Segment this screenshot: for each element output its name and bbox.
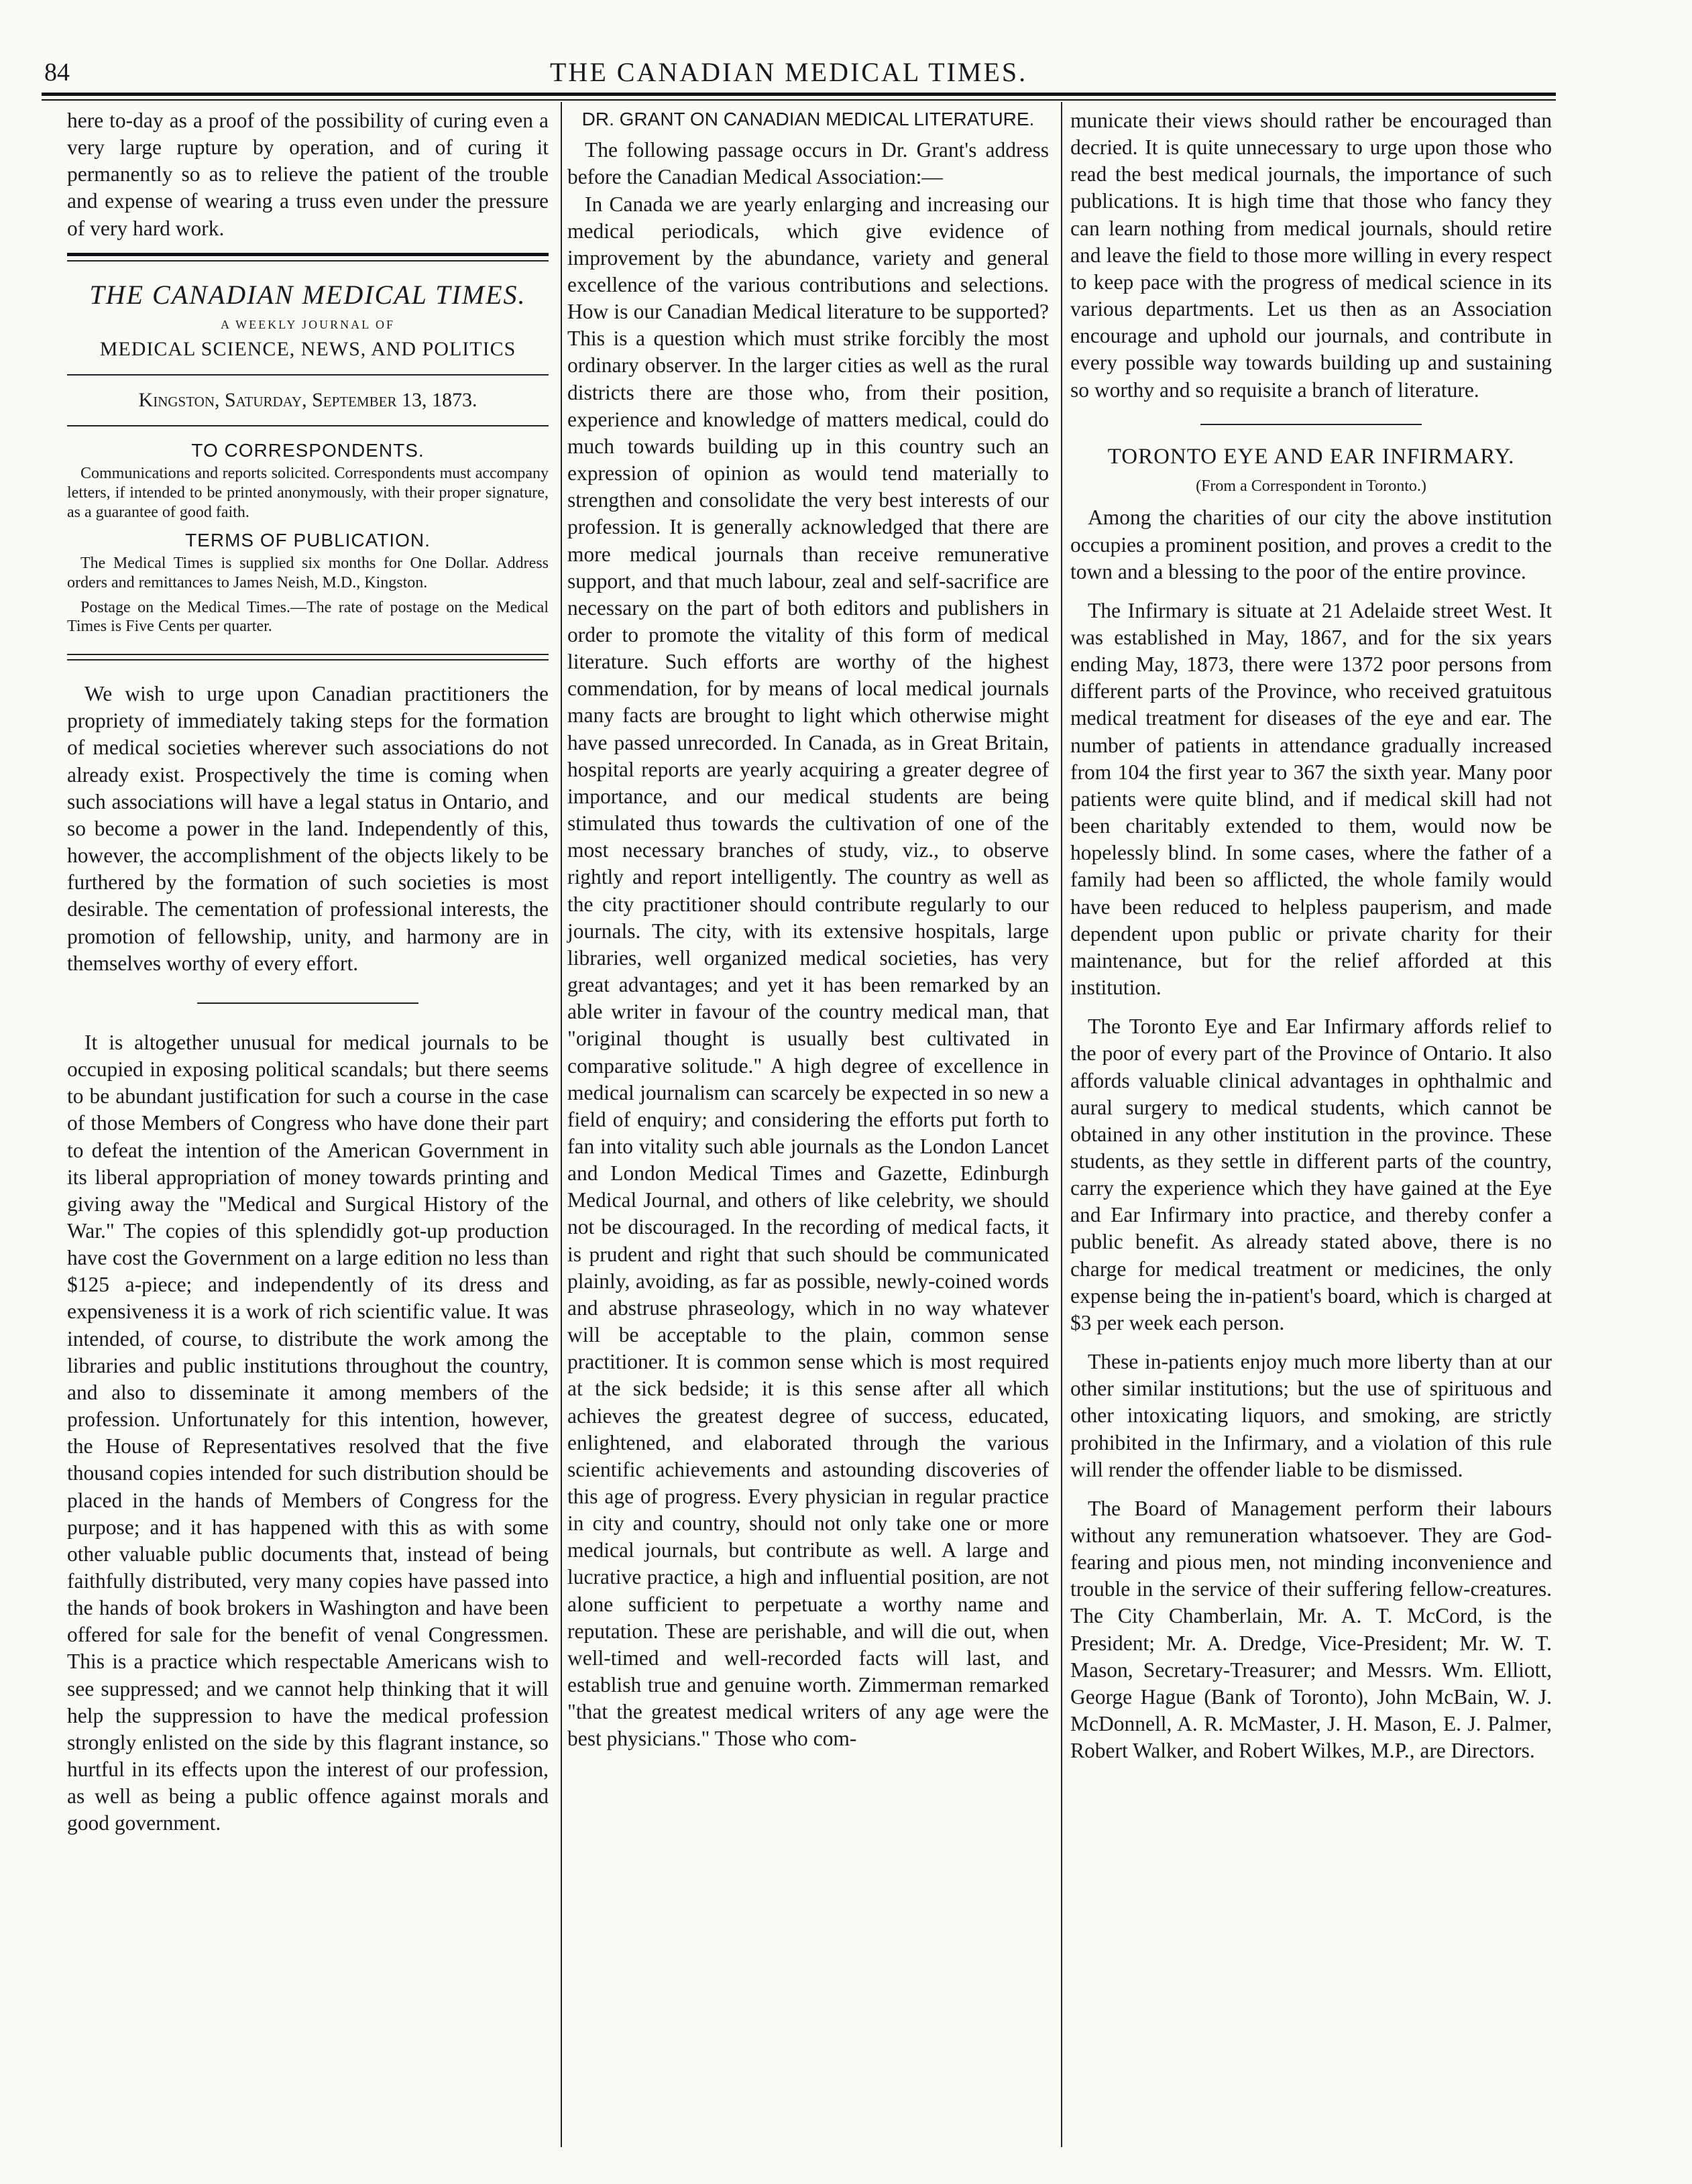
- masthead-rule: [67, 374, 549, 376]
- terms-rule-2: [67, 659, 549, 660]
- header-rule-thin: [42, 99, 1556, 101]
- column-right: [1070, 107, 1552, 1764]
- infirmary-paragraph: The Toronto Eye and Ear Infirmary affords relief to the poor of every part of the Province of Ontario. It also affords valuable clinical advantages in ophthalmic and aural surgery to medical students, which cannot be obtained in any other institution in the province. These students, as they settle in different parts of the country, carry the experience which they have gained at the Eye and Ear Infirmary into practice, and thereby confer a public benefit. As already stated above, there is no charge for medical treatment or medicines, the only expense being the in-patient's board, which is charged at $3 per week each person.: [1070, 1015, 1552, 1334]
- dateline: Kingston, Saturday, September 13, 1873.: [138, 388, 477, 411]
- editorial-societies: We wish to urge upon Canadian practitioners the propriety of immediately taking steps for the formation of medical societies wherever such associations do not already exist. Prospectively the time is coming when such associations will have a legal status in Ontario, and so become a power in the land. Independently of this, however, the accomplishment of the objects likely to be furthered by the formation of such societies is most desirable. The cementation of professional interests, the promotion of fellowship, unity, and harmony are in themselves worthy of every effort.: [67, 682, 549, 975]
- editorial-divider: [197, 1002, 418, 1004]
- article-body-grant: In Canada we are yearly enlarging and increasing our medical periodicals, which give evidence of improvement by the abundance, variety and general excellence of the various contributions and selections. How is our Canadian Medical literature to be supported? This is a question which must strike forcibly the most ordinary observer. In the larger cities as well as the rural districts there are those who, from their position, experience and knowledge of matters medical, could do much towards building up in this country such an expression of opinion as would tend materially to strengthen and consolidate the very best interests of our profession. It is generally acknowledged that there are more medical journals than receive remunerative support, and that much labour, zeal and self-sacrifice are necessary on the part of both editors and publishers in order to promote the vitality of this form of medical literature. Such efforts are worthy of the highest commendation, for by means of local medical journals many facts are brought to light which otherwise might have passed unrecorded. In Canada, as in Great Britain, hospital reports are yearly acquiring a greater degree of importance, and our medical students are being stimulated thus towards the cultivation of one of the most necessary branches of study, viz., to observe rightly and report intelligently. The country as well as the city practitioner should contribute regularly to our journals. The city, with its extensive hospitals, large libraries, well organized medical societies, has very great advantages; and yet it has been remarked by an able writer in favour of the country medical man, that "original thought is usually best cultivated in comparative solitude." A high degree of excellence in medical journalism can scarcely be expected in so new a field of enquiry; and considering the efforts put forth to fan into vitality such able journals as the London Lancet and London Medical Times and Gazette, Edinburgh Medical Journal, and others of like celebrity, we should not be discouraged. In the recording of medical facts, it is prudent and right that such should be communicated plainly, avoiding, as far as possible, newly-coined words and abstruse phraseology, which in no way whatever will be acceptable to the plain, common sense practitioner. It is common sense which is most required at the sick bedside; it is this sense after all which achieves the greatest degree of success, educated, enlightened, and elaborated through the various scientific achievements and astounding discoveries of this age of progress. Every physician in regular practice in city and country, should not only take one or more medical journals, but contribute as well. A large and lucrative practice, a high and influential position, are not alone sufficient to perpetuate a worthy name and reputation. These are perishable, and will die out, when well-timed and well-recorded facts will last, and establish true and genuine worth. Zimmerman remarked "that the greatest medical writers of any age were the best physicians." Those who com-: [567, 192, 1049, 1751]
- article-heading-infirmary: TORONTO EYE AND EAR INFIRMARY.: [1107, 444, 1515, 469]
- terms-heading: TERMS OF PUBLICATION.: [185, 530, 431, 551]
- section-rule: [67, 253, 549, 256]
- infirmary-paragraph: These in-patients enjoy much more liberty than at our other similar institutions; but the use of spirituous and other intoxicating liquors, and smoking, are strictly prohibited in the Infirmary, and a violation of this rule will render the offender liable to be dismissed.: [1070, 1350, 1552, 1481]
- section-rule-thin: [67, 260, 549, 262]
- article-byline: (From a Correspondent in Toronto.): [1196, 477, 1426, 495]
- continued-grant-text: municate their views should rather be encouraged than decried. It is quite unnecessary to urge upon those who read the best medical journals, the importance of such publications. It is high time that those who fancy they can learn nothing from medical journals, should retire and leave the field to those more willing in every respect to keep pace with the progress of medical science in its various departments. Let us then as an Association encourage and uphold our journals, and contribute in every possible way towards building up and sustaining so worthy and so requisite a branch of literature.: [1070, 109, 1552, 402]
- column-middle: [567, 107, 1049, 1753]
- article-intro-grant: The following passage occurs in Dr. Grant's address before the Canadian Medical Association:—: [567, 138, 1049, 189]
- postage-text: Postage on the Medical Times.—The rate of postage on the Medical Times is Five Cents per quarter.: [67, 598, 549, 636]
- infirmary-paragraph: Among the charities of our city the above institution occupies a prominent position, and proves a credit to the town and a blessing to the poor of the entire province.: [1070, 506, 1552, 583]
- column-left: [67, 107, 549, 1837]
- masthead-title: THE CANADIAN MEDICAL TIMES.: [89, 279, 526, 310]
- dateline-rule: [67, 425, 549, 426]
- continued-text: here to-day as a proof of the possibility of curing even a very large rupture by operation, and of curing it permanently so as to relieve the patient of the trouble and expense of wearing a truss even under the pressure of very hard work.: [67, 109, 549, 240]
- article-divider: [1200, 424, 1422, 425]
- correspondents-heading: TO CORRESPONDENTS.: [191, 440, 425, 461]
- running-head: THE CANADIAN MEDICAL TIMES.: [550, 57, 1028, 87]
- masthead-subtitle: A WEEKLY JOURNAL OF: [220, 317, 396, 331]
- masthead-subject: MEDICAL SCIENCE, NEWS, AND POLITICS: [99, 337, 516, 360]
- page-number: 84: [44, 58, 70, 87]
- terms-text: The Medical Times is supplied six months for One Dollar. Address orders and remittances to James Neish, M.D., Kingston.: [67, 554, 549, 591]
- header-rule-thick: [42, 93, 1556, 96]
- column-divider-right: [1061, 102, 1062, 2147]
- editorial-scandals: It is altogether unusual for medical journals to be occupied in exposing political scandals; but there seems to be abundant justification for such a course in the case of those Members of Congress who have done their part to defeat the intention of the American Government in its liberal appropriation of money towards printing and giving away the "Medical and Surgical History of the War." The copies of this splendidly got-up production have cost the Government on a large edition no less than $125 a-piece; and independently of its dress and expensiveness it is a work of rich scientific value. It was intended, of course, to distribute the work among the libraries and public institutions throughout the country, and also to disseminate it among members of the profession. Unfortunately for this intention, however, the House of Representatives resolved that the five thousand copies intended for such distribution should be placed in the hands of Members of Congress for the purpose; and it has happened with this as with some other valuable public documents that, instead of being faithfully distributed, very many copies have passed into the hands of book brokers in Washington and have been offered for sale for the benefit of venal Congressmen. This is a practice which respectable Americans wish to see suppressed; and we cannot help thinking that it will help the suppression to have the medical profession strongly enlisted on the side by this flagrant instance, so hurtful in its effects upon the interest of our profession, as well as being a public offence against morals and good government.: [67, 1030, 549, 1835]
- terms-rule: [67, 654, 549, 655]
- column-divider-left: [561, 102, 562, 2147]
- infirmary-paragraph: The Infirmary is situate at 21 Adelaide street West. It was established in May, 1867, and for the six years ending May, 1873, there were 1372 poor persons from different parts of the Province, who received gratuitous medical treatment for diseases of the eye and ear. The number of patients in attendance gradually increased from 104 the first year to 367 the sixth year. Many poor patients were quite blind, and if medical skill had not been charitably extended to them, would now be hopelessly blind. In some cases, where the father of a family had been so afflicted, the whole family would have been reduced to helpless pauperism, and made dependent upon public or private charity for their maintenance, but for the relief afforded at this institution.: [1070, 598, 1552, 1000]
- infirmary-paragraph: The Board of Management perform their labours without any remuneration whatsoever. They are God-fearing and pious men, not minding inconvenience and trouble in the service of their suffering fellow-creatures. The City Chamberlain, Mr. A. T. McCord, is the President; Mr. A. Dredge, Vice-President; Mr. W. T. Mason, Secretary-Treasurer; and Messrs. Wm. Elliott, George Hague (Bank of Toronto), John McBain, W. J. McDonnell, A. R. McMaster, J. H. Mason, E. J. Palmer, Robert Walker, and Robert Wilkes, M.P., are Directors.: [1070, 1496, 1552, 1763]
- correspondents-text: Communications and reports solicited. Correspondents must accompany letters, if intended to be printed anonymously, with their proper signature, as a guarantee of good faith.: [67, 464, 549, 521]
- article-heading-grant: DR. GRANT ON CANADIAN MEDICAL LITERATURE.: [581, 109, 1035, 129]
